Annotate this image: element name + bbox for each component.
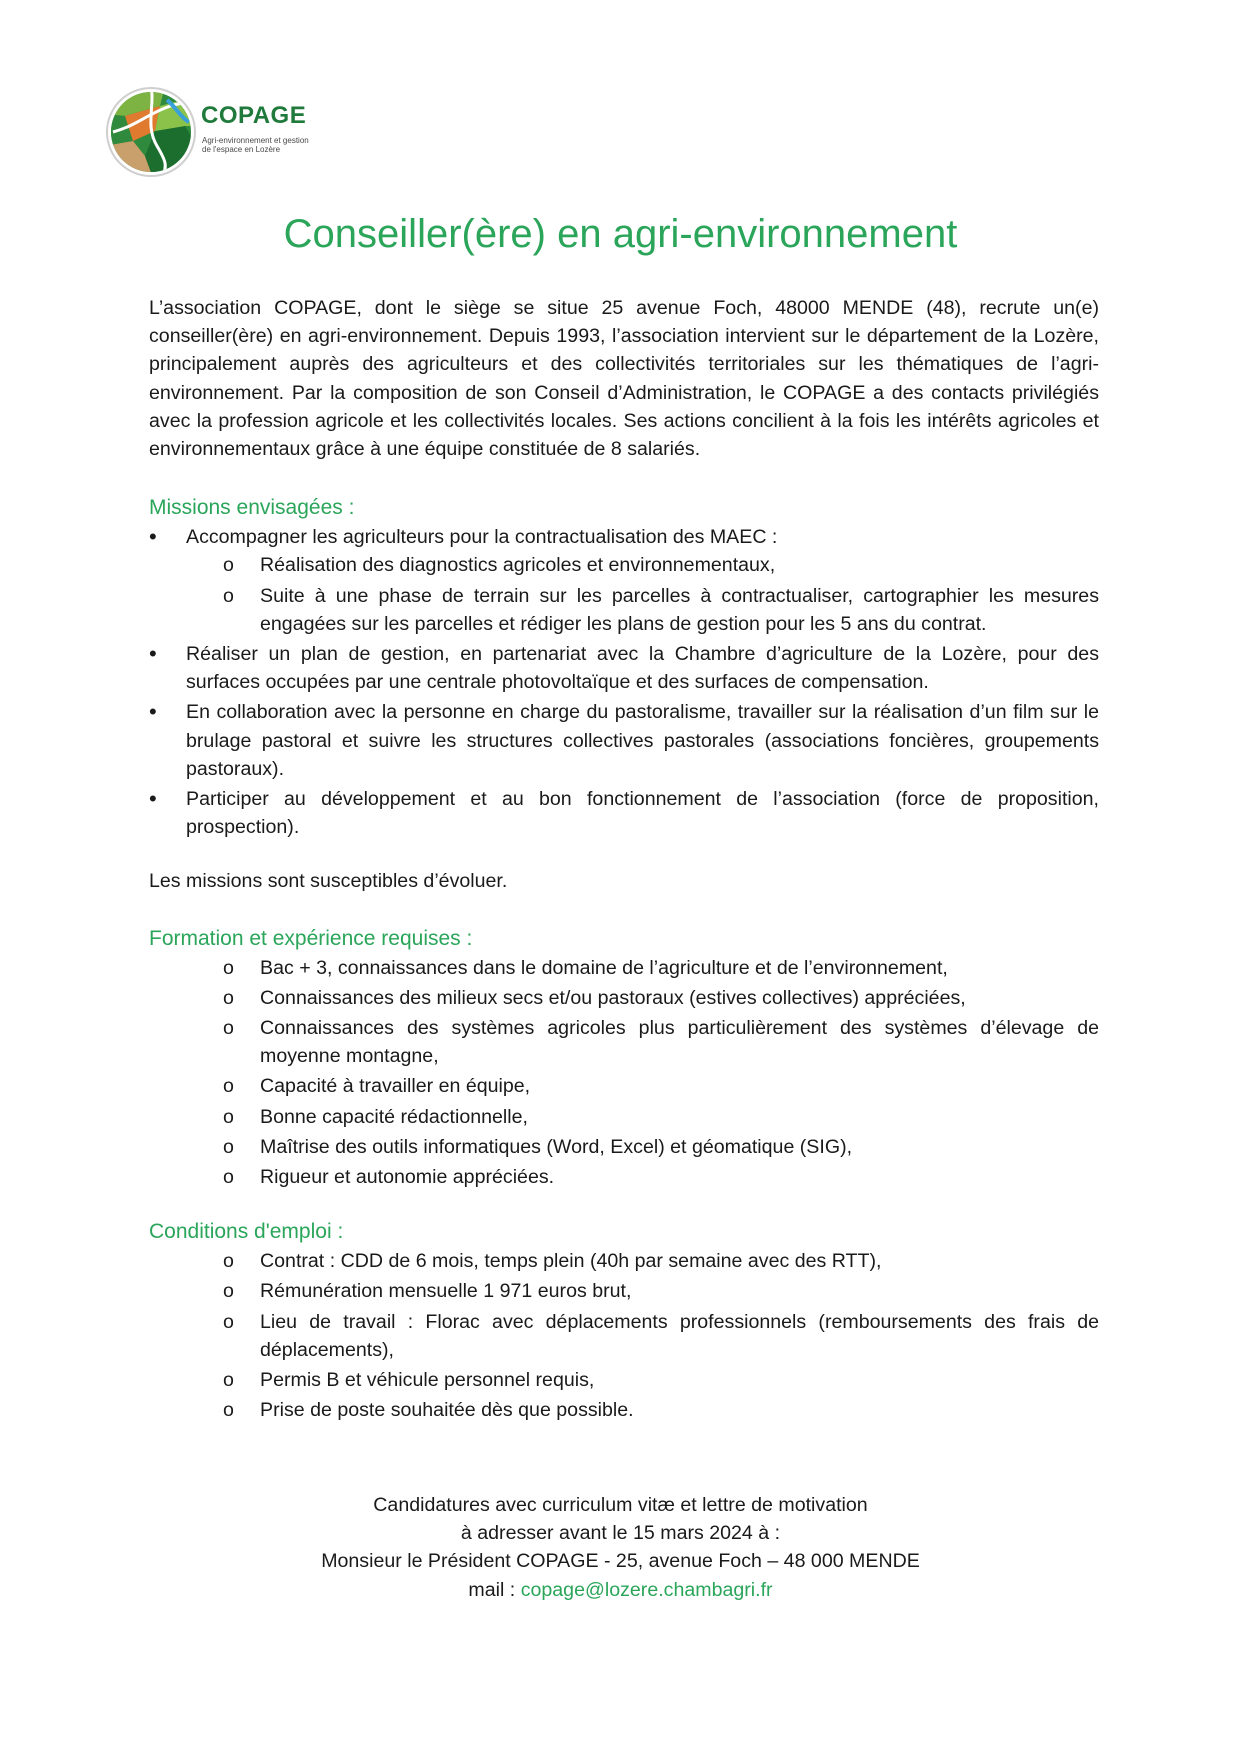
logo-name: COPAGE (201, 102, 307, 129)
mail-label: mail : (468, 1578, 521, 1601)
footer-mail-line (0, 1576, 1241, 1604)
list-item: o Connaissances des milieux secs et/ou pastoraux (estives collectives) appréciées, (149, 984, 1099, 1012)
list-item: o Prise de poste souhaitée dès que possible. (149, 1396, 1099, 1424)
list-item: o Maîtrise des outils informatiques (Word, Excel) et géomatique (SIG), (149, 1133, 1099, 1161)
missions-heading: Missions envisagées : (149, 496, 355, 520)
missions-note: Les missions sont susceptibles d’évoluer. (149, 870, 508, 893)
list-item: o Contrat : CDD de 6 mois, temps plein (40h par semaine avec des RTT), (149, 1247, 1099, 1275)
list-item: o Rémunération mensuelle 1 971 euros brut, (149, 1277, 1099, 1305)
application-footer (0, 1491, 1241, 1604)
intro-paragraph: L’association COPAGE, dont le siège se situe 25 avenue Foch, 48000 MENDE (48), recrute un(e) conseiller(ère) en agri-environnement. Depuis 1993, l’association intervient sur le département de la Lozère, principalement auprès des agriculteurs et des collectivités territoriales sur les thématiques de l’agri-environnement. Par la composition de son Conseil d’Administration, le COPAGE a des contacts privilégiés avec la profession agricole et les collectivités locales. Ses actions concilient à la fois les intérêts agricoles et environnementaux grâce à une équipe constituée de 8 salariés. (149, 297, 1099, 461)
list-item: o Réalisation des diagnostics agricoles et environnementaux, (186, 551, 1099, 579)
list-item: o Capacité à travailler en équipe, (149, 1072, 1099, 1100)
list-item: o Bac + 3, connaissances dans le domaine de l’agriculture et de l’environnement, (149, 954, 1099, 982)
list-item: • Participer au développement et au bon fonctionnement de l’association (force de proposition, prospection). (149, 785, 1099, 841)
list-item: • En collaboration avec la personne en charge du pastoralisme, travailler sur la réalisation d’un film sur le brulage pastoral et suivre les structures collectives pastorales (associations foncières, groupements pastoraux). (149, 698, 1099, 783)
formation-list (149, 954, 1099, 1192)
footer-line: Monsieur le Président COPAGE - 25, avenue Foch – 48 000 MENDE (321, 1550, 920, 1573)
missions-sublist (186, 551, 1099, 638)
list-item: o Lieu de travail : Florac avec déplacements professionnels (remboursements des frais de déplacements), (149, 1308, 1099, 1364)
missions-list (149, 523, 1099, 841)
list-item: o Permis B et véhicule personnel requis, (149, 1366, 1099, 1394)
email-link[interactable]: copage@lozere.chambagri.fr (520, 1578, 773, 1601)
page-title: Conseiller(ère) en agri-environnement (283, 212, 958, 256)
copage-logo (105, 86, 345, 178)
formation-heading: Formation et expérience requises : (149, 926, 473, 950)
list-item: • Réaliser un plan de gestion, en partenariat avec la Chambre d’agriculture de la Lozère, pour des surfaces occupées par une centrale photovoltaïque et des surfaces de compensation. (149, 640, 1099, 696)
conditions-list (149, 1247, 1099, 1424)
logo-tagline: Agri-environnement et gestion de l'espace en Lozère (202, 136, 309, 154)
conditions-heading: Conditions d'emploi : (149, 1220, 344, 1244)
list-item: o Bonne capacité rédactionnelle, (149, 1103, 1099, 1131)
list-item: • Accompagner les agriculteurs pour la contractualisation des MAEC : o Réalisation des diagnostics agricoles et environnementaux, o Suite à une phase de terrain sur les parcelles à contractualiser, cartographier les mesures engagées sur les parcelles et rédiger les plans de gestion pour les 5 ans du contrat. (149, 523, 1099, 638)
job-description (149, 294, 1099, 1427)
list-item: o Rigueur et autonomie appréciées. (149, 1163, 1099, 1191)
list-item: o Connaissances des systèmes agricoles plus particulièrement des systèmes d’élevage de moyenne montagne, (149, 1014, 1099, 1070)
copage-logo-icon (105, 86, 197, 178)
footer-line: à adresser avant le 15 mars 2024 à : (460, 1522, 781, 1545)
footer-line: Candidatures avec curriculum vitæ et lettre de motivation (373, 1494, 868, 1516)
list-item: o Suite à une phase de terrain sur les parcelles à contractualiser, cartographier les mesures engagées sur les parcelles et rédiger les plans de gestion pour les 5 ans du contrat. (186, 582, 1099, 638)
